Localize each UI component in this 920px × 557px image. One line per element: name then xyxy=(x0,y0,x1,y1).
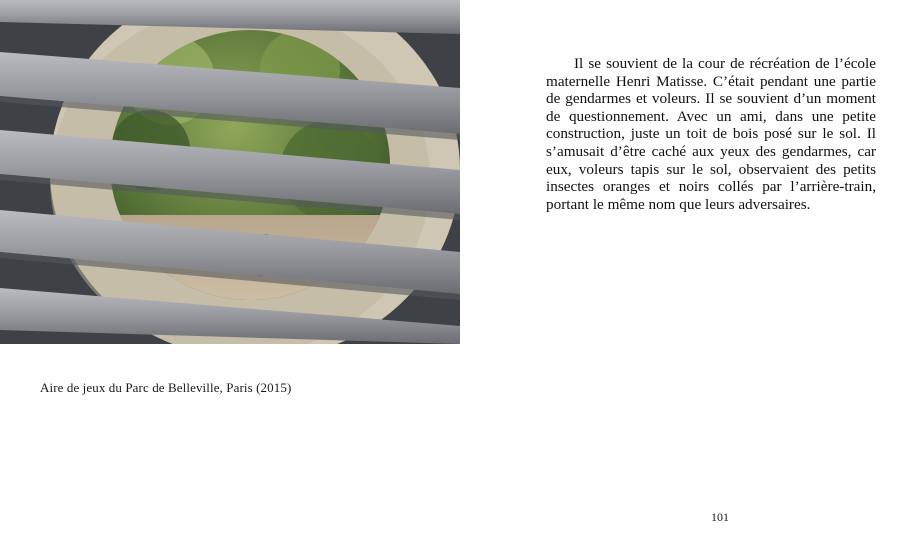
page-number: 101 xyxy=(711,510,729,524)
body-paragraph: Il se souvient de la cour de récréation de l’école maternelle Henri Matisse. C’était pendant une partie de gendarmes et voleurs. Il se souvient d’un moment de questionnement. Avec un ami, dans une petite construction, juste un toit de bois posé sur le sol. Il s’amusait d’être caché aux yeux des gendarmes, car eux, voleurs tapis sur le sol, observaient des petits insectes oranges et noirs collés par l’arrière-train, portant le même nom que leurs adversaires. xyxy=(546,55,876,213)
photo-caption: Aire de jeux du Parc de Belleville, Paris (2015) xyxy=(40,380,292,395)
playground-photo xyxy=(0,0,460,344)
photo-illustration xyxy=(0,0,460,344)
